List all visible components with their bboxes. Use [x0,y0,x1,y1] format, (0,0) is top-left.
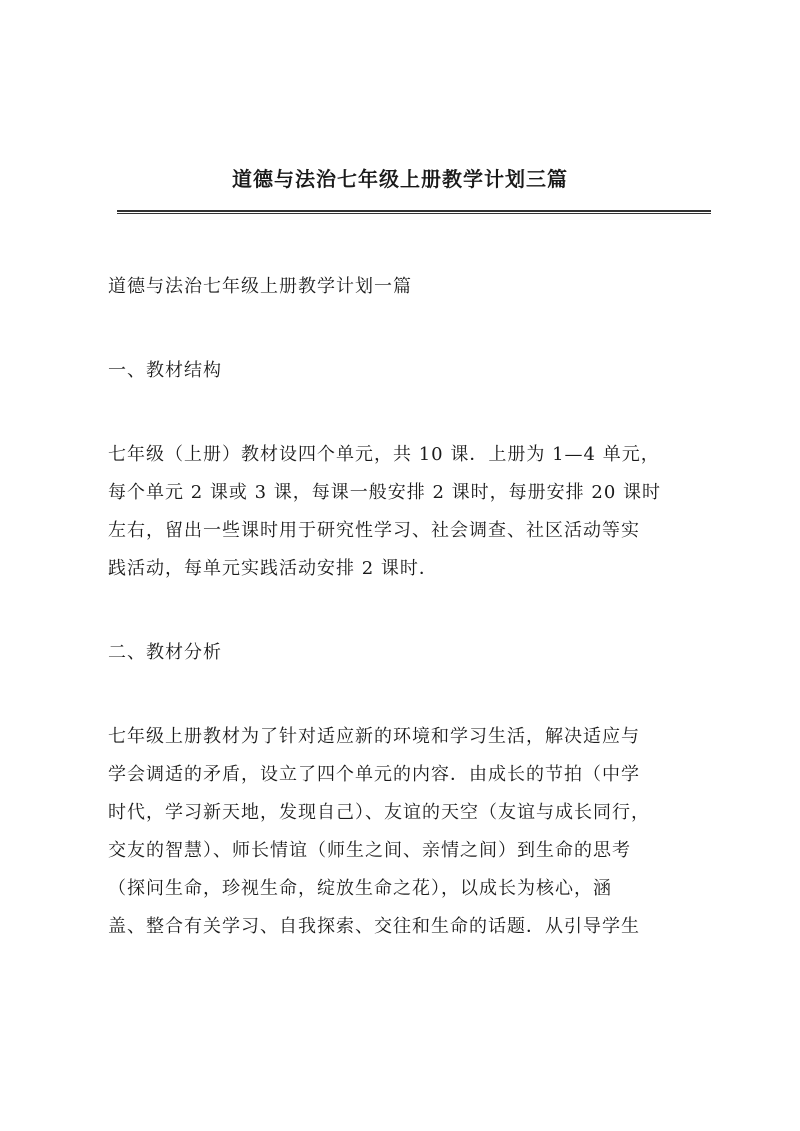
paragraph-line: 左右，留出一些课时用于研究性学习、社会调查、社区活动等实 [108,520,640,541]
paragraph-line: 每个单元 2 课或 3 课，每课一般安排 2 课时，每册安排 20 课时 [108,482,662,503]
section-heading-analysis: 二、教材分析 [108,642,222,663]
paragraph-line: 时代，学习新天地，发现自己）、友谊的天空（友谊与成长同行， [108,802,650,823]
title-underline [117,210,711,214]
paragraph-line: 践活动，每单元实践活动安排 2 课时． [108,558,438,579]
paragraph-line: （探问生命，珍视生命，绽放生命之花），以成长为核心，涵 [108,878,612,899]
paragraph-line: 七年级（上册）教材设四个单元，共 10 课．上册为 1—4 单元， [108,444,660,465]
section-analysis-paragraph [108,718,708,946]
paragraph-line: 交友的智慧）、师长情谊（师生之间、亲情之间）到生命的思考 [108,840,631,861]
paragraph-line: 学会调适的矛盾，设立了四个单元的内容．由成长的节拍（中学 [108,764,640,785]
section-heading-structure: 一、教材结构 [108,360,222,381]
paragraph-line: 盖、整合有关学习、自我探索、交往和生命的话题．从引导学生 [108,916,640,937]
plan-title: 道德与法治七年级上册教学计划一篇 [108,276,412,297]
section-structure-paragraph [108,436,708,588]
paragraph-line: 七年级上册教材为了针对适应新的环境和学习生活，解决适应与 [108,726,640,747]
document-title: 道德与法治七年级上册教学计划三篇 [232,167,568,191]
document-body [108,268,708,946]
